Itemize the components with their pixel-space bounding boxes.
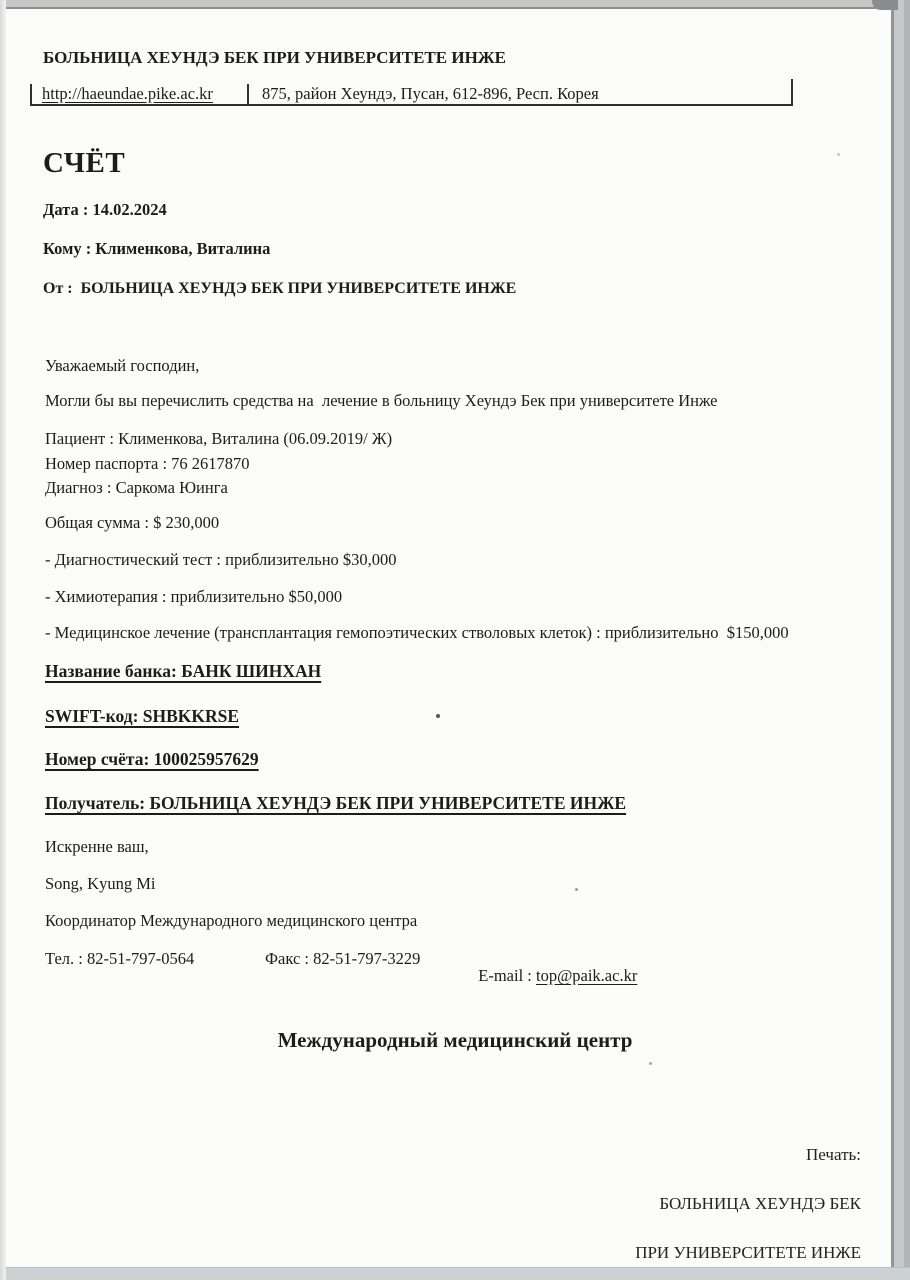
total-amount-line: Общая сумма : $ 230,000 — [45, 513, 220, 532]
date-line: Дата : 14.02.2024 — [43, 200, 167, 219]
account-number-line: Номер счёта: 100025957629 — [45, 749, 259, 769]
header-tick-left — [30, 84, 32, 104]
cost-item-diagnostic: - Диагностический тест : приблизительно $30,000 — [45, 550, 397, 569]
page-title: СЧЁТ — [43, 147, 126, 179]
bank-name-line: Название банка: БАНК ШИНХАН — [45, 661, 322, 681]
signer-role: Координатор Международного медицинского центра — [45, 911, 418, 930]
hospital-website-link[interactable]: http://haeundae.pike.ac.kr — [42, 84, 213, 103]
transfer-request: Могли бы вы перечислить средства на лечение в больницу Хеундэ Бек при университете Инже — [45, 391, 718, 410]
email-label: E-mail : — [478, 965, 536, 985]
sender-line: От : БОЛЬНИЦА ХЕУНДЭ БЕК ПРИ УНИВЕРСИТЕТЕ ИНЖЕ — [43, 280, 517, 297]
stamp-hospital-line2: ПРИ УНИВЕРСИТЕТЕ ИНЖЕ — [635, 1242, 861, 1262]
stamp-label: Печать: — [806, 1144, 861, 1164]
hospital-address: 875, район Хеундэ, Пусан, 612-896, Респ. Корея — [262, 84, 599, 103]
scan-edge-bottom — [0, 1267, 910, 1280]
cost-item-treatment: - Медицинское лечение (трансплантация гемопоэтических стволовых клеток) : приблизительно $150,000 — [45, 623, 789, 642]
footer-center-title: Международный медицинский центр — [277, 1028, 633, 1052]
stamp-hospital-line1: БОЛЬНИЦА ХЕУНДЭ БЕК — [659, 1193, 861, 1213]
swift-code-line: SWIFT-код: SHBKKRSE — [45, 706, 240, 726]
fax-number: Факс : 82-51-797-3229 — [265, 949, 421, 968]
scan-speck — [575, 888, 578, 891]
recipient-line: Кому : Клименкова, Виталина — [43, 239, 271, 258]
diagnosis-line: Диагноз : Саркома Юинга — [45, 478, 228, 497]
email-link[interactable]: top@paik.ac.kr — [535, 965, 638, 985]
beneficiary-line: Получатель: БОЛЬНИЦА ХЕУНДЭ БЕК ПРИ УНИВЕРСИТЕТЕ ИНЖЕ — [45, 793, 627, 813]
phone-number: Тел. : 82-51-797-0564 — [45, 949, 195, 968]
scan-speck — [436, 714, 440, 718]
scan-speck — [837, 153, 840, 156]
signer-name: Song, Kyung Mi — [45, 874, 156, 893]
scan-edge-top — [0, 0, 910, 9]
email-row — [470, 948, 637, 986]
salutation: Уважаемый господин, — [45, 356, 200, 375]
scan-edge-right — [891, 0, 910, 1280]
scan-corner-top-right — [872, 0, 898, 10]
scan-speck — [649, 1062, 652, 1065]
header-rule — [30, 104, 793, 106]
header-tick-right — [791, 79, 793, 104]
passport-line: Номер паспорта : 76 2617870 — [45, 454, 250, 473]
stamp-block — [627, 1118, 861, 1265]
scan-edge-left — [0, 0, 6, 1280]
closing-line: Искренне ваш, — [45, 837, 149, 856]
patient-line: Пациент : Клименкова, Виталина (06.09.2019/ Ж) — [45, 429, 393, 448]
header-cell-divider — [247, 84, 249, 104]
hospital-name-header: БОЛЬНИЦА ХЕУНДЭ БЕК ПРИ УНИВЕРСИТЕТЕ ИНЖЕ — [43, 48, 506, 67]
cost-item-chemotherapy: - Химиотерапия : приблизительно $50,000 — [45, 587, 343, 606]
